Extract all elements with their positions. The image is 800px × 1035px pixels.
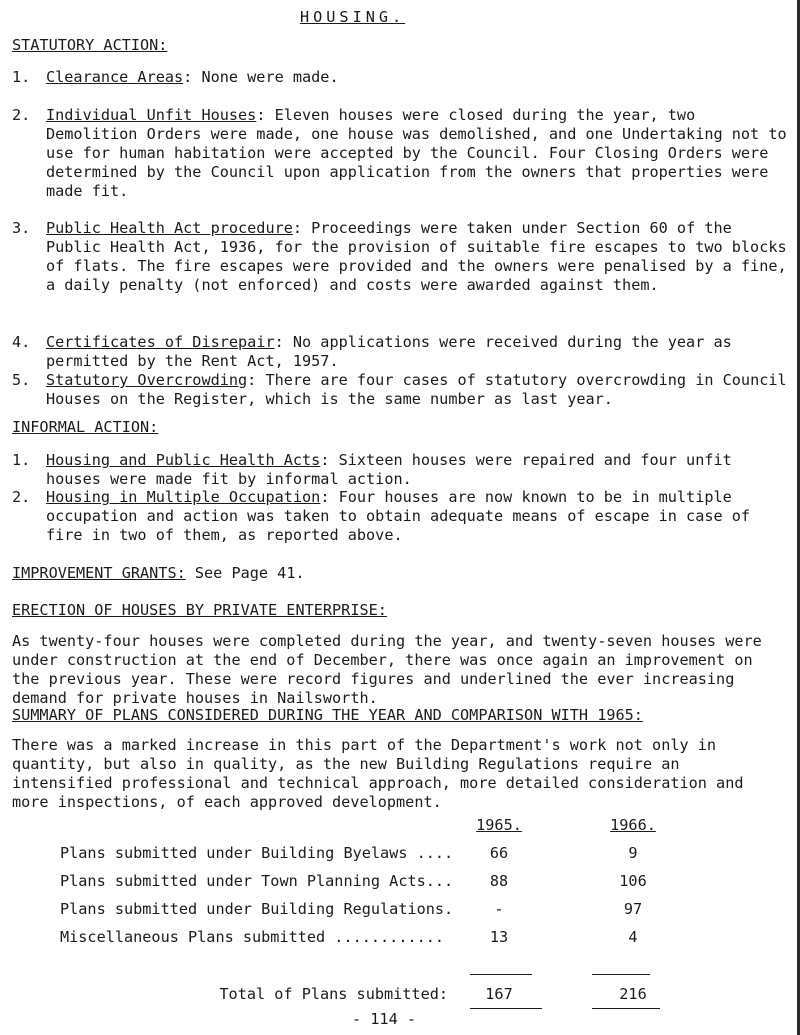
improvement-grants-heading: IMPROVEMENT GRANTS:: [12, 564, 186, 582]
value-1966: 106: [619, 872, 647, 890]
value-1965: 66: [489, 844, 509, 862]
row-label: Plans submitted under Town Planning Acts...: [60, 872, 454, 890]
year-1966-header: 1966.: [610, 816, 656, 834]
item-text: : Eleven houses were closed during the year, two Demolition Orders were made, one house was demolished, and one Undertaking not to use for human habitation were accepted by the Council. Four Closing Orders were determined by the Council upon application from the owners that properties were made fit.: [46, 106, 787, 200]
informal-item-1: [12, 451, 792, 489]
row-label: Miscellaneous Plans submitted ............: [60, 928, 445, 946]
summary-text: There was a marked increase in this part of the Department's work not only in quantity, but also in quality, as the new Building Regulations require an intensified professional and technical approach, more detailed consideration and more inspections, of each approved development.: [12, 736, 744, 811]
total-underline-1966: [592, 1008, 660, 1009]
table-row: [60, 928, 668, 956]
plans-table: [60, 816, 668, 956]
table-row: [60, 872, 668, 900]
item-text: : Four houses are now known to be in multiple occupation and action was taken to obtain adequate means of escape in case of fire in two of them, as reported above.: [46, 488, 751, 544]
item-number: 3.: [12, 219, 31, 237]
item-label: Individual Unfit Houses: [46, 106, 257, 124]
year-1965-header: 1965.: [476, 816, 522, 834]
erection-heading: ERECTION OF HOUSES BY PRIVATE ENTERPRISE:: [12, 601, 387, 619]
statutory-action-heading: STATUTORY ACTION:: [12, 36, 168, 54]
item-label: Housing and Public Health Acts: [46, 451, 321, 469]
value-1966: 4: [628, 928, 638, 946]
value-1965: -: [494, 900, 504, 918]
statutory-item-2: [12, 106, 792, 201]
table-header-row: [60, 816, 668, 844]
item-label: Public Health Act procedure: [46, 219, 293, 237]
statutory-item-3: [12, 219, 792, 295]
item-text: : Proceedings were taken under Section 60 of the Public Health Act, 1936, for the provision of suitable fire escapes to two blocks of flats. The fire escapes were provided and the owners were penalised by a fine, a daily penalty (not enforced) and costs were awarded against them.: [46, 219, 787, 294]
item-text: : None were made.: [183, 68, 339, 86]
value-1965: 88: [489, 872, 509, 890]
informal-action-heading: INFORMAL ACTION:: [12, 418, 159, 436]
value-1965: 13: [489, 928, 509, 946]
page-number: - 114 -: [352, 1010, 417, 1028]
erection-text: As twenty-four houses were completed during the year, and twenty-seven houses were under construction at the end of December, there was once again an improvement on the previous year. These were record figures and underlined the ever increasing demand for private houses in Nailsworth.: [12, 632, 762, 707]
item-number: 1.: [12, 68, 31, 86]
item-label: Clearance Areas: [46, 68, 184, 86]
total-rule-1965: [470, 974, 532, 975]
row-label: Plans submitted under Building Regulations.: [60, 900, 454, 918]
total-1965: 167: [485, 985, 513, 1003]
item-number: 2.: [12, 106, 31, 124]
total-1966: 216: [619, 985, 647, 1003]
improvement-grants: [12, 564, 784, 583]
informal-item-2: [12, 488, 792, 545]
statutory-item-1: [12, 68, 792, 87]
total-rule-1966: [592, 974, 650, 975]
item-number: 1.: [12, 451, 31, 469]
total-underline-1965: [470, 1008, 542, 1009]
statutory-item-5: [12, 371, 792, 409]
table-row: [60, 900, 668, 928]
item-text: : No applications were received during the year as permitted by the Rent Act, 1957.: [46, 333, 732, 370]
total-label: Total of Plans submitted:: [219, 985, 448, 1003]
item-label: Statutory Overcrowding: [46, 371, 248, 389]
value-1966: 9: [628, 844, 638, 862]
item-text: : Sixteen houses were repaired and four unfit houses were made fit by informal action.: [46, 451, 732, 488]
row-label: Plans submitted under Building Byelaws ....: [60, 844, 454, 862]
item-label: Certificates of Disrepair: [46, 333, 275, 351]
item-number: 4.: [12, 333, 31, 351]
summary-heading: SUMMARY OF PLANS CONSIDERED DURING THE YEAR AND COMPARISON WITH 1965:: [12, 706, 643, 724]
item-text: : There are four cases of statutory overcrowding in Council Houses on the Register, which is the same number as last year.: [46, 371, 787, 408]
page-title: HOUSING.: [300, 8, 406, 26]
statutory-item-4: [12, 333, 792, 371]
item-number: 5.: [12, 371, 31, 389]
value-1966: 97: [623, 900, 643, 918]
table-row: [60, 844, 668, 872]
item-number: 2.: [12, 488, 31, 506]
improvement-grants-text: See Page 41.: [185, 564, 305, 582]
item-label: Housing in Multiple Occupation: [46, 488, 321, 506]
